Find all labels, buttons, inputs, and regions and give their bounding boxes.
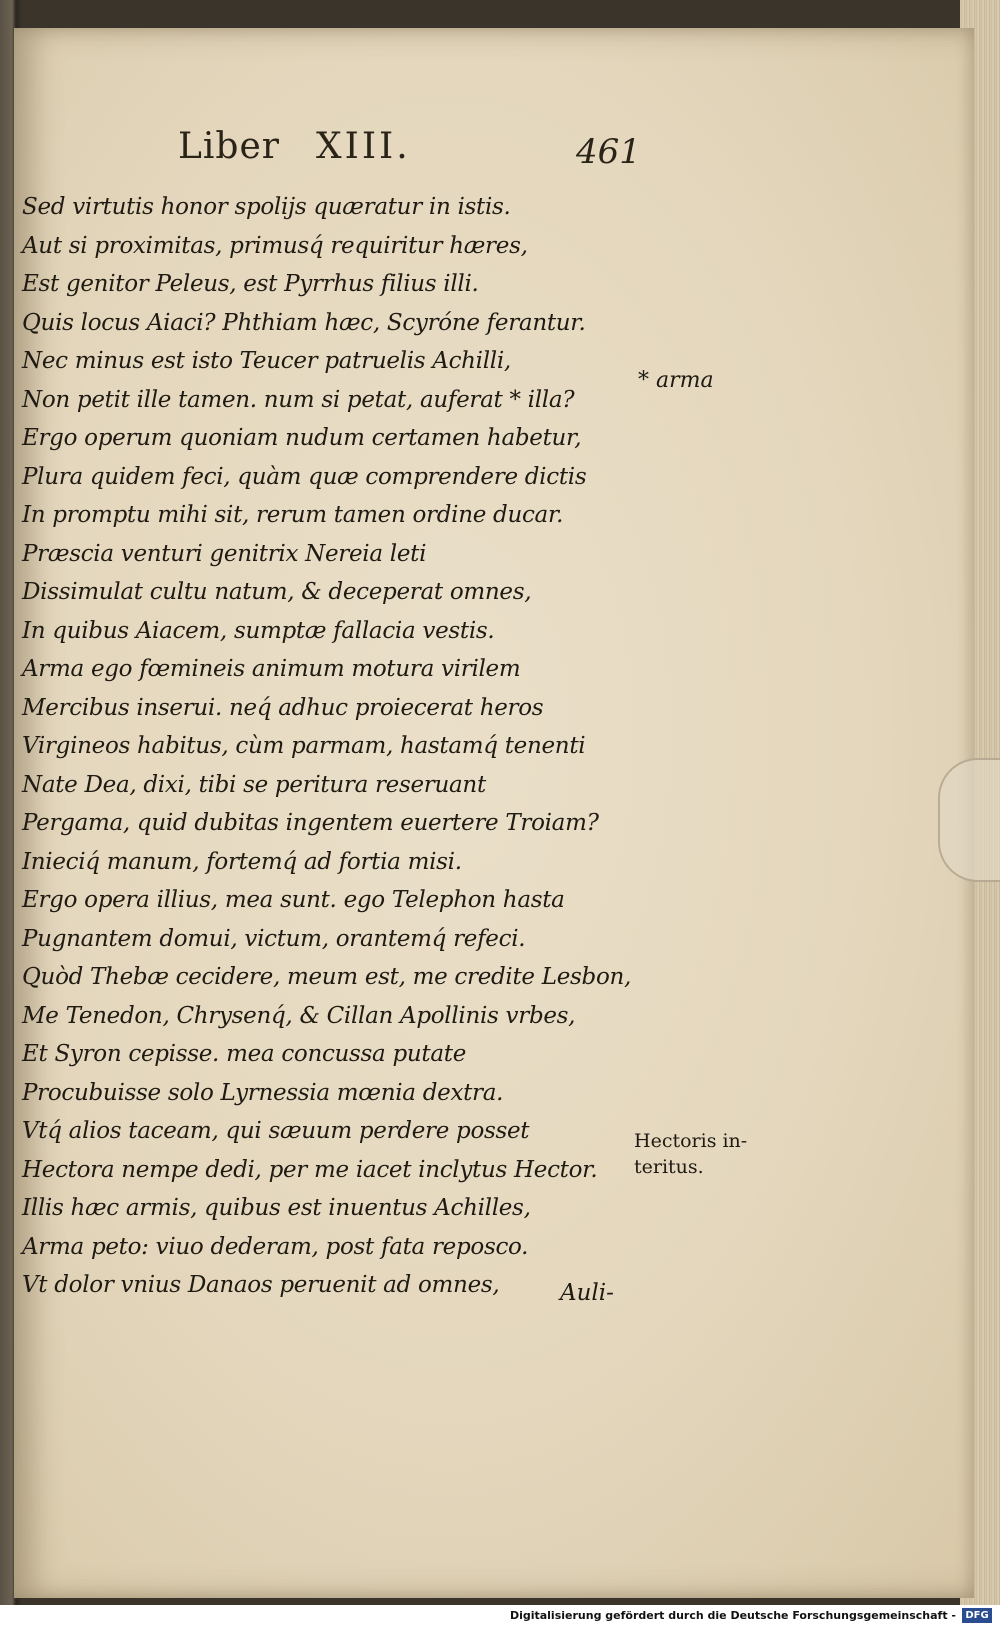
book-title: Liber — [178, 126, 280, 167]
verse-line: Est genitor Peleus, est Pyrrhus filius illi. — [22, 271, 479, 297]
margin-note-arma: * arma — [638, 368, 714, 393]
verse-line: Vtq́ alios taceam, qui sæuum perdere posset — [22, 1118, 530, 1144]
verse-line: Quis locus Aiaci? Phthiam hæc, Scyróne ferantur. — [22, 309, 586, 336]
verse-line: In promptu mihi sit, rerum tamen ordine ducar. — [22, 502, 564, 528]
footer-bar — [0, 1605, 1000, 1627]
verse-line: Ergo opera illius, mea sunt. ego Telephon hasta — [22, 887, 565, 913]
verse-line: Me Tenedon, Chrysenq́, & Cillan Apollinis vrbes, — [22, 1002, 576, 1029]
margin-note-line: teritus. — [634, 1156, 704, 1178]
verse-line: Et Syron cepisse. mea concussa putate — [22, 1041, 467, 1067]
verse-line: Arma peto: viuo dederam, post fata reposco. — [22, 1233, 529, 1260]
dfg-logo: DFG — [962, 1608, 992, 1623]
catchword: Auli- — [560, 1280, 614, 1306]
verse-text — [22, 188, 632, 1305]
verse-line: Vt dolor vnius Danaos peruenit ad omnes, — [22, 1272, 500, 1298]
verse-line: Aut si proximitas, primusq́ requiritur hæres, — [22, 232, 528, 259]
footer-credit: Digitalisierung gefördert durch die Deutsche Forschungsgemeinschaft - — [509, 1609, 956, 1622]
verse-line: Mercibus inserui. neq́ adhuc proiecerat heros — [22, 694, 544, 721]
verse-line: Pergama, quid dubitas ingentem euertere Troiam? — [22, 810, 599, 836]
verse-line: Non petit ille tamen. num si petat, auferat * illa? — [22, 386, 575, 413]
verse-line: Hectora nempe dedi, per me iacet inclytus Hector. — [22, 1156, 598, 1183]
verse-line: Quòd Thebæ cecidere, meum est, me credite Lesbon, — [22, 964, 632, 990]
verse-line: In quibus Aiacem, sumptæ fallacia vestis. — [22, 617, 495, 644]
page-title — [178, 126, 411, 167]
margin-note-line: Hectoris in- — [634, 1130, 748, 1152]
page-number: 461 — [576, 132, 641, 172]
verse-line: Dissimulat cultu natum, & deceperat omnes, — [22, 579, 532, 605]
verse-line: Plura quidem feci, quàm quæ comprendere dictis — [22, 463, 587, 490]
verse-line: Nec minus est isto Teucer patruelis Achilli, — [22, 348, 511, 374]
page-tab-mark — [938, 758, 1000, 882]
verse-line: Ergo operum quoniam nudum certamen habetur, — [22, 425, 582, 451]
verse-line: Præscia venturi genitrix Nereia leti — [22, 540, 427, 567]
book-number: XIII. — [315, 126, 411, 167]
verse-line: Sed virtutis honor spolijs quæratur in istis. — [22, 194, 511, 220]
margin-note-hector — [634, 1128, 764, 1180]
verse-line: Arma ego fœmineis animum motura virilem — [22, 656, 521, 682]
verse-line: Virgineos habitus, cùm parmam, hastamq́ tenenti — [22, 733, 586, 759]
verse-line: Procubuisse solo Lyrnessia mœnia dextra. — [22, 1079, 504, 1106]
verse-line: Pugnantem domui, victum, orantemq́ refeci. — [22, 925, 526, 952]
verse-line: Illis hæc armis, quibus est inuentus Achilles, — [22, 1195, 531, 1221]
running-header — [14, 126, 974, 186]
verse-line: Nate Dea, dixi, tibi se peritura reseruant — [22, 771, 486, 798]
verse-line: Inieciq́ manum, fortemq́ ad fortia misi. — [22, 848, 462, 875]
page-sheet — [14, 28, 974, 1598]
